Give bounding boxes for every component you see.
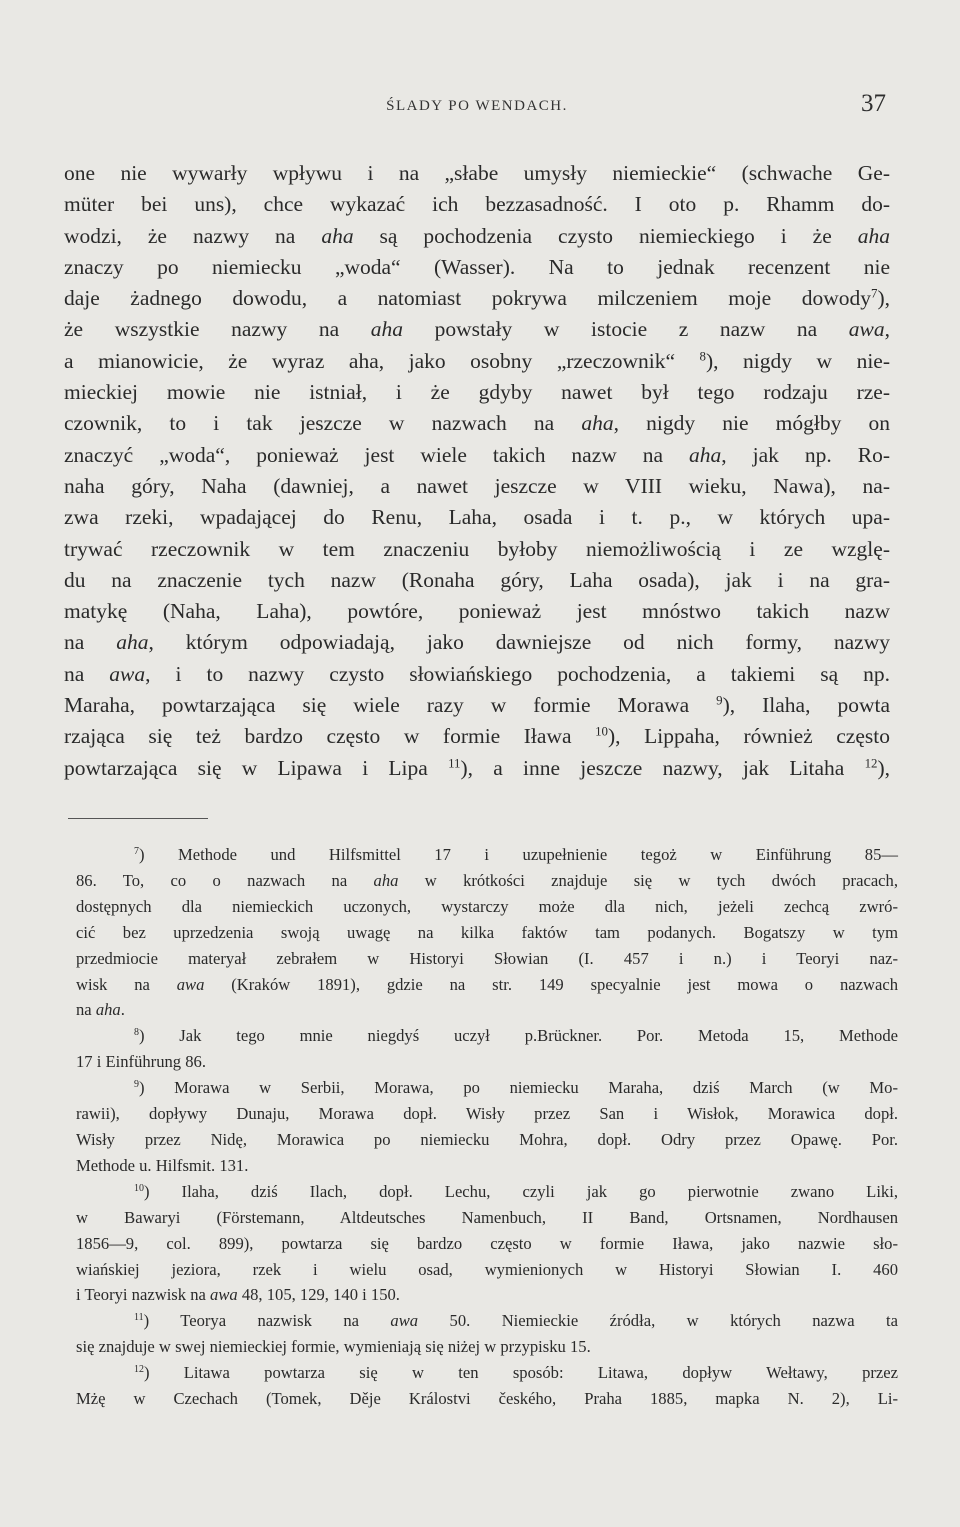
page-number: 37 [861, 90, 886, 117]
text-line [64, 753, 890, 784]
text-run: się znajduje w swej niemieckiej formie, wymieniają się niżej w przypisku 15. [76, 1337, 591, 1357]
page-header [64, 86, 890, 130]
text-run: na [64, 661, 110, 686]
footnote-line [76, 842, 898, 868]
text-run: ) Ilaha, dziś Ilach, dopł. Lechu, czyli jak go pierwotnie zwano Liki, [143, 1181, 898, 1201]
text-run: czownik, to i tak jeszcze w nazwach na [64, 411, 582, 436]
footnote-line [76, 1049, 898, 1075]
text-run: rzająca się też bardzo często w formie Iława [64, 724, 596, 749]
footnote-line [76, 1282, 898, 1308]
footnote-line [76, 920, 898, 946]
footnote-ref: 11 [134, 1312, 144, 1324]
text-run: znaczyć „woda“, ponieważ jest wiele takich nazw na [64, 442, 690, 467]
text-run: są pochodzenia czysto niemieckiego i że [353, 223, 858, 248]
italic-term: awa [176, 974, 205, 994]
text-line [64, 690, 890, 721]
footnote-line [76, 1231, 898, 1257]
text-run: (Kraków 1891), gdzie na str. 149 specyalnie jest mowa o nazwach [204, 974, 898, 994]
footnote-line [76, 1127, 898, 1153]
italic-term: aha [370, 317, 403, 342]
text-run: , jak np. Ro- [721, 442, 890, 467]
text-run: ), Ilaha, powta [722, 693, 890, 718]
text-run: ), [877, 286, 890, 311]
text-run: zwa rzeki, wpadającej do Renu, Laha, osada i t. p., w których upa- [64, 505, 890, 530]
italic-term: awa [390, 1311, 419, 1331]
text-run: w krótkości znajduje się w tych dwóch pracach, [398, 870, 898, 890]
text-run: ), nigdy w nie- [705, 348, 890, 373]
footnote-ref: 11 [448, 755, 461, 770]
text-run: ) Morawa w Serbii, Morawa, po niemiecku Maraha, dziś March (w Mo- [138, 1078, 898, 1098]
text-run: one nie wywarły wpływu i na „słabe umysły niemieckie“ (schwache Ge- [64, 161, 890, 185]
text-run: 1856—9, col. 899), powtarza się bardzo często w formie Iława, jako nazwie sło- [76, 1233, 898, 1253]
footnote-line [76, 1386, 898, 1412]
text-run: mieckiej mowie nie istniał, i że gdyby nawet był tego rodzaju rze- [64, 380, 890, 405]
footnote-ref: 12 [864, 755, 878, 770]
text-line [64, 377, 890, 408]
footnote-line [76, 868, 898, 894]
footnote-line [76, 1075, 898, 1101]
text-run: rawii), dopływy Dunaju, Morawa dopł. Wisły przez San i Wisłok, Morawica dopł. [76, 1104, 898, 1124]
text-line [64, 440, 890, 471]
footnote-line [76, 1023, 898, 1049]
text-line [64, 471, 890, 502]
text-line [64, 314, 890, 345]
text-line [64, 627, 890, 658]
italic-term: aha [321, 223, 354, 248]
text-run: Methode u. Hilfsmit. 131. [76, 1155, 249, 1175]
text-run: przedmiocie materyał zebrałem w Historyi Słowian (I. 457 i n.) i Teoryi naz- [76, 948, 898, 968]
footnote-line [76, 1101, 898, 1127]
text-line [64, 534, 890, 565]
text-line [64, 659, 890, 690]
text-line [64, 189, 890, 220]
text-run: 48, 105, 129, 140 i 150. [237, 1285, 400, 1305]
main-text [64, 158, 890, 784]
text-run: 86. To, co o nazwach na [76, 870, 374, 890]
text-run: że wszystkie nazwy na [64, 317, 371, 342]
text-line [64, 346, 890, 377]
text-run: ) Methode und Hilfsmittel 17 i uzupełnienie tegoż w Einführung 85— [138, 845, 898, 864]
text-run: znaczy po niemiecku „woda“ (Wasser). Na to jednak recenzent nie [64, 254, 890, 279]
italic-term: aha [373, 870, 399, 890]
text-run: ), Lippaha, również często [607, 724, 890, 749]
text-run: wodzi, że nazwy na [64, 223, 322, 248]
text-line [64, 565, 890, 596]
footnote-ref: 9 [716, 693, 723, 708]
text-run: powtarzająca się w Lipawa i Lipa [64, 755, 449, 780]
text-line [64, 158, 890, 189]
text-run: dostępnych dla niemieckich uczonych, wystarczy może dla nich, jeżeli zechcą zwró- [76, 896, 898, 916]
italic-term: aha [857, 223, 890, 248]
text-run: 50. Niemieckie źródła, w których nazwa ta [418, 1311, 898, 1331]
italic-term: aha [95, 1000, 121, 1020]
text-run: wiańskiej jeziora, rzek i wielu osad, wymienionych w Historyi Słowian I. 460 [76, 1259, 898, 1279]
footnote-line [76, 894, 898, 920]
text-run: i Teoryi nazwisk na [76, 1285, 211, 1305]
text-run: ) Jak tego mnie niegdyś uczył p.Brückner. Por. Metoda 15, Methode [138, 1026, 898, 1046]
text-line [64, 252, 890, 283]
footnote-line [76, 1179, 898, 1205]
text-run: , i to nazwy czysto słowiańskiego pochodzenia, a takiemi są np. [145, 661, 891, 686]
text-run: daje żadnego dowodu, a natomiast pokrywa milczeniem moje dowody [64, 286, 871, 311]
italic-term: awa [109, 661, 146, 686]
text-line [64, 221, 890, 252]
footnote-ref: 10 [134, 1182, 144, 1194]
text-run: , którym odpowiadają, jako dawniejsze od nich formy, nazwy [148, 630, 891, 655]
italic-term: aha [689, 442, 722, 467]
footnote-ref: 7 [871, 286, 878, 301]
footnote-line [76, 1257, 898, 1283]
text-run: wisk na [76, 974, 177, 994]
text-run: , nigdy nie mógłby on [613, 411, 890, 436]
footnote-line [76, 1308, 898, 1334]
italic-term: awa [848, 317, 885, 342]
footnotes [76, 842, 898, 1412]
footnote-ref: 10 [595, 724, 608, 739]
footnote-ref: 12 [134, 1364, 144, 1376]
footnote-separator [68, 818, 208, 819]
footnote-line [76, 997, 898, 1023]
footnote-ref: 8 [134, 1027, 139, 1039]
text-run: ), a inne jeszcze nazwy, jak Litaha [460, 755, 865, 780]
text-run: du na znaczenie tych nazw (Ronaha góry, Laha osada), jak i na gra- [64, 567, 890, 592]
text-run: powstały w istocie z nazw na [403, 317, 849, 342]
text-run: matykę (Naha, Laha), powtóre, ponieważ jest mnóstwo takich nazw [64, 599, 890, 624]
footnote-ref: 9 [134, 1079, 139, 1091]
italic-term: awa [210, 1285, 238, 1305]
text-run: Maraha, powtarzająca się wiele razy w formie Morawa [64, 693, 717, 718]
text-run: ) Litawa powtarza się w ten sposób: Litawa, dopływ Wełtawy, przez [143, 1363, 898, 1383]
footnote-line [76, 946, 898, 972]
text-run: Mżę w Czechach (Tomek, Děje Králostvi českého, Praha 1885, mapka N. 2), Li- [76, 1389, 898, 1409]
text-run: na [64, 630, 117, 655]
footnote-line [76, 1153, 898, 1179]
text-run: Wisły przez Nidę, Morawica po niemiecku Mohra, dopł. Odry przez Opawę. Por. [76, 1129, 898, 1149]
footnote-line [76, 1360, 898, 1386]
text-run: trywać rzeczownik w tem znaczeniu byłoby niemożliwością i ze wzglę- [64, 536, 890, 561]
text-line [64, 408, 890, 439]
text-run: w Bawaryi (Förstemann, Altdeutsches Namenbuch, II Band, Ortsnamen, Nordhausen [76, 1207, 898, 1227]
text-line [64, 502, 890, 533]
text-run: na [76, 1000, 96, 1020]
text-run: ) Teorya nazwisk na [143, 1311, 391, 1331]
footnote-line [76, 1205, 898, 1231]
text-run: müter bei uns), chce wykazać ich bezzasadność. I oto p. Rhamm do- [64, 192, 890, 217]
footnote-line [76, 1334, 898, 1360]
italic-term: aha [581, 411, 614, 436]
footnote-ref: 7 [134, 846, 139, 858]
text-line [64, 721, 890, 752]
footnote-ref: 8 [699, 349, 706, 364]
text-run: , [884, 317, 890, 342]
text-run: a mianowicie, że wyraz aha, jako osobny „rzeczownik“ [64, 348, 700, 373]
text-run: . [120, 1000, 125, 1020]
text-run: cić bez uprzedzenia swoją uwagę na kilka faktów tam podanych. Bogatszy w tym [76, 922, 898, 942]
footnote-line [76, 972, 898, 998]
text-run: ), [877, 755, 890, 780]
running-title: ŚLADY PO WENDACH. [386, 98, 568, 114]
text-line [64, 283, 890, 314]
text-run: naha góry, Naha (dawniej, a nawet jeszcze w VIII wieku, Nawa), na- [64, 473, 890, 498]
text-line [64, 596, 890, 627]
text-run: 17 i Einführung 86. [76, 1052, 206, 1072]
italic-term: aha [116, 630, 149, 655]
